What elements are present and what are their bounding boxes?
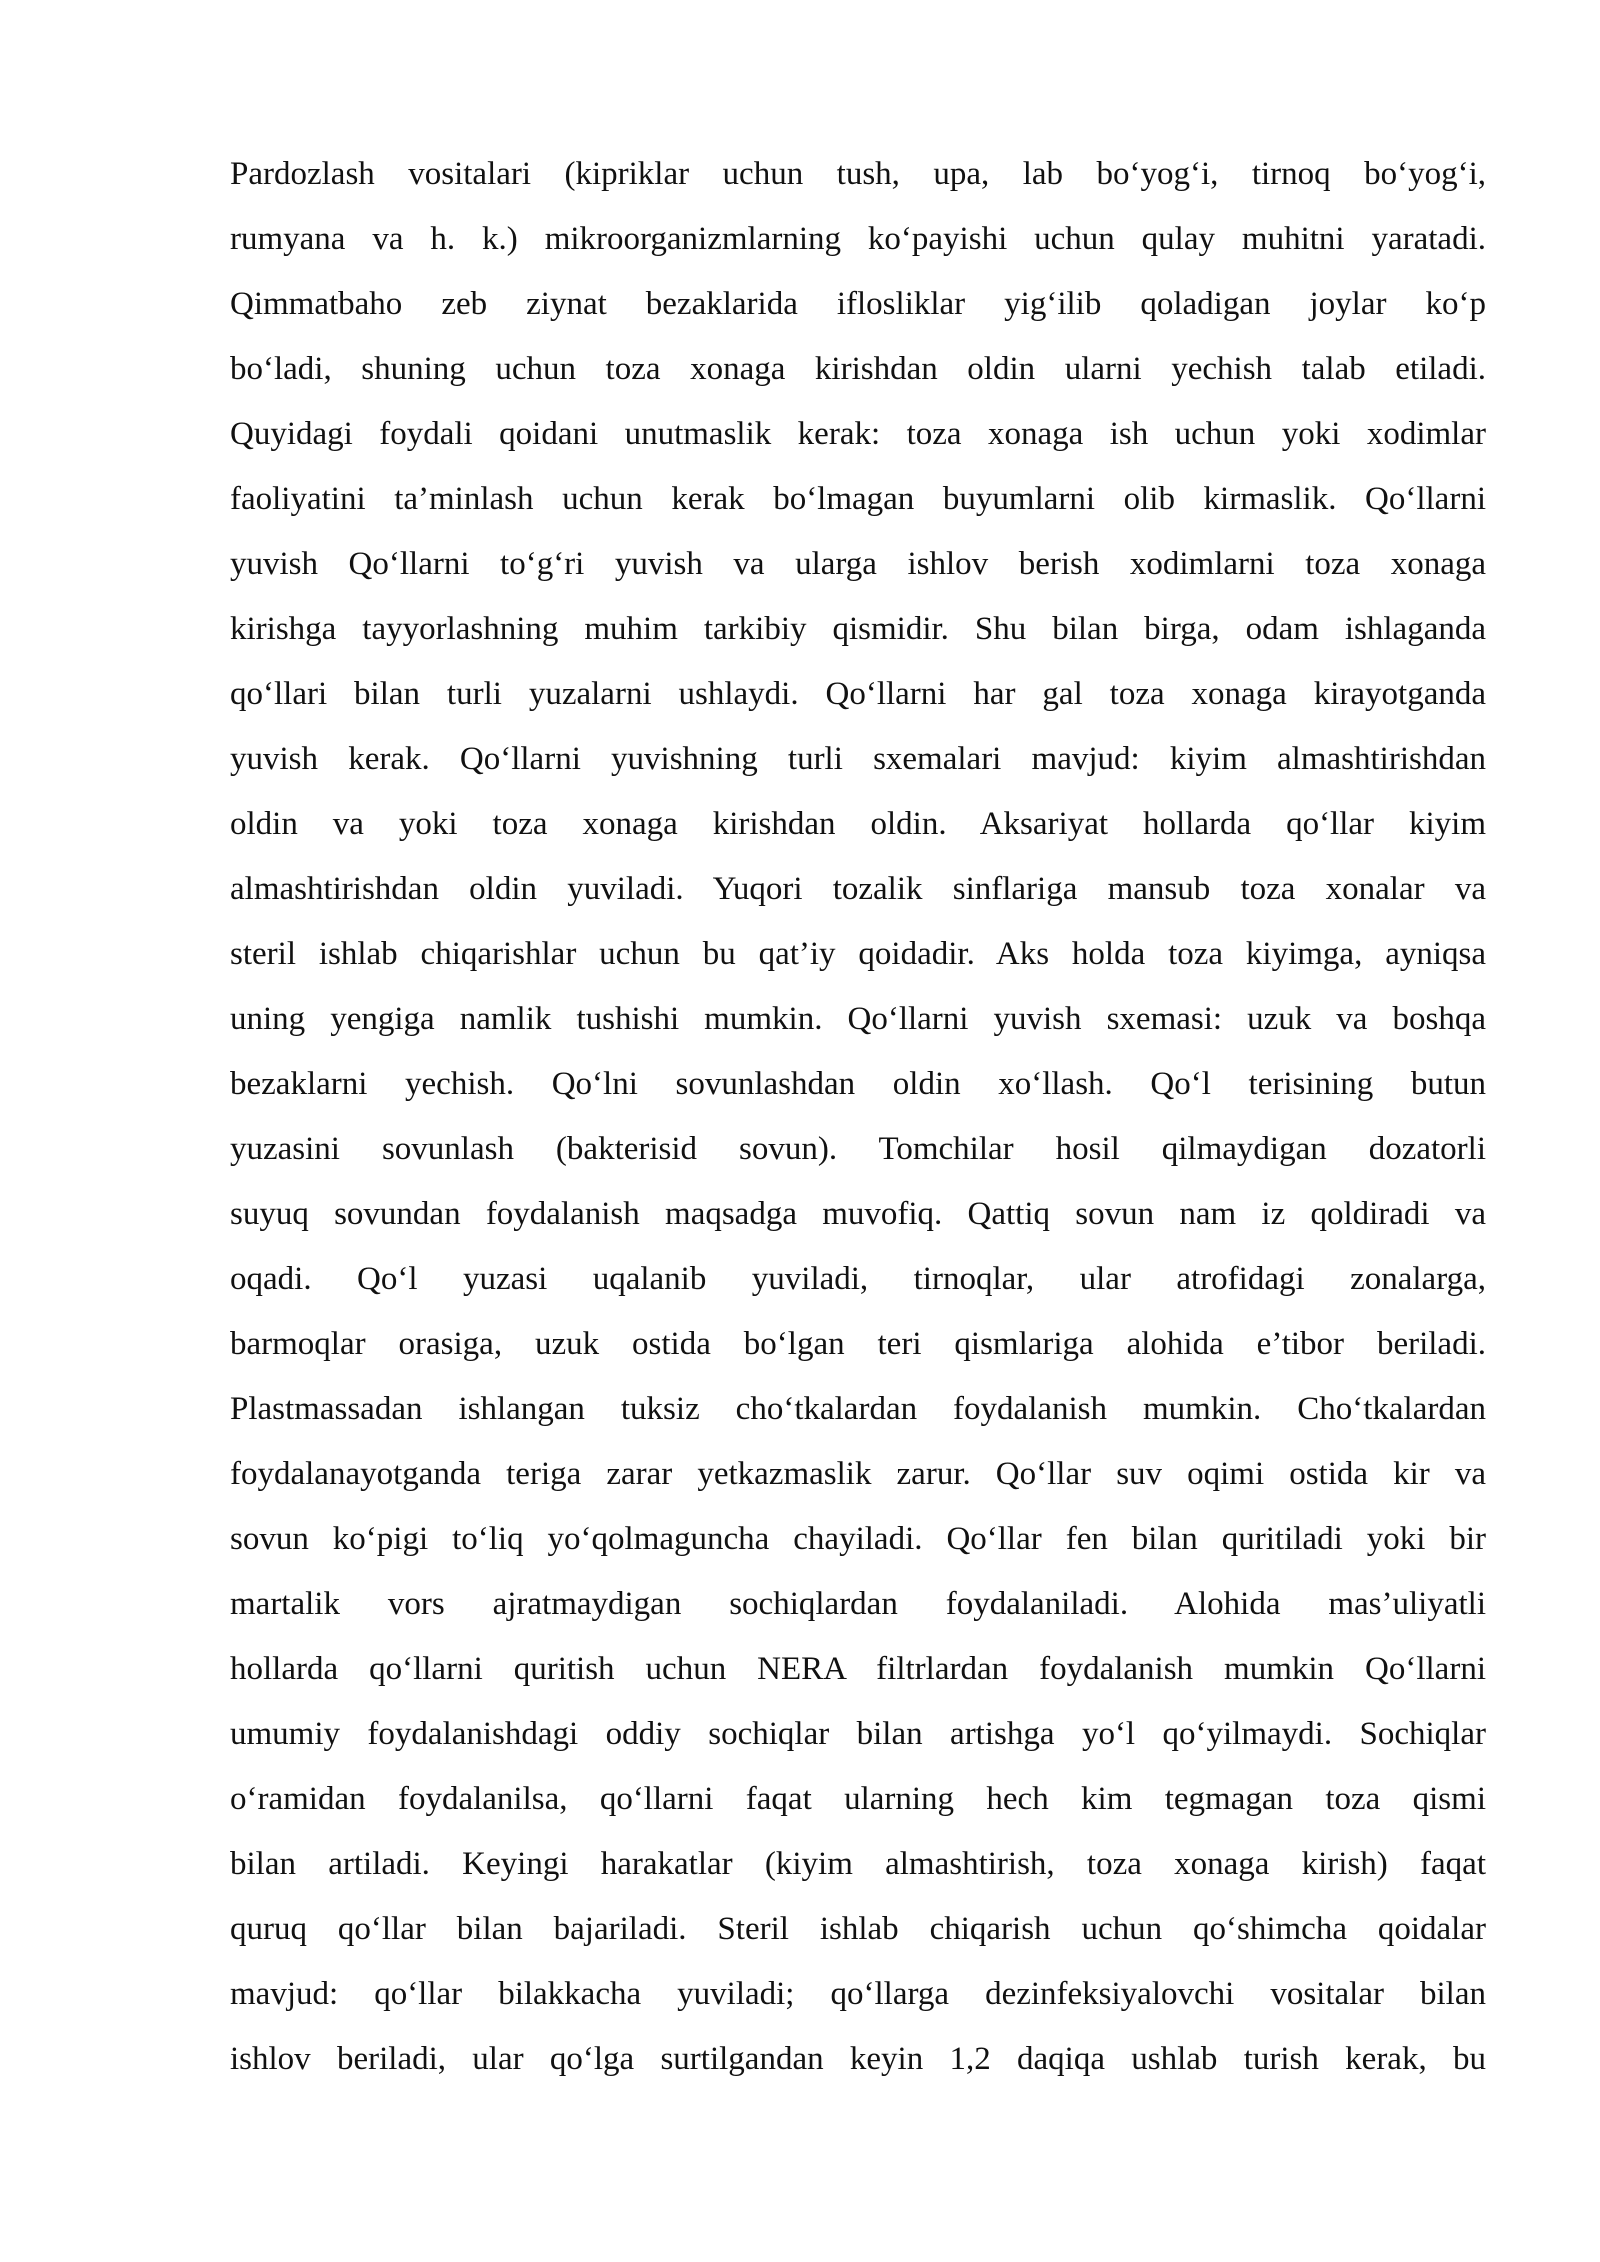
text-line: oqadi. Qo‘l yuzasi uqalanib yuviladi, tirnoqlar, ular atrofidagi zonalarga, [230,1261,1486,1297]
text-line: Pardozlash vositalari (kipriklar uchun tush, upa, lab bo‘yog‘i, tirnoq bo‘yog‘i, [230,156,1486,192]
text-line: sovun ko‘pigi to‘liq yo‘qolmaguncha chayiladi. Qo‘llar fen bilan quritiladi yoki bir [230,1521,1486,1557]
text-line: barmoqlar orasiga, uzuk ostida bo‘lgan teri qismlariga alohida e’tibor beriladi. [230,1326,1486,1362]
text-line: hollarda qo‘llarni quritish uchun NERA filtrlardan foydalanish mumkin Qo‘llarni [230,1651,1486,1687]
text-line: ishlov beriladi, ular qo‘lga surtilgandan keyin 1,2 daqiqa ushlab turish kerak, bu [230,2041,1486,2077]
text-line: oldin va yoki toza xonaga kirishdan oldin. Aksariyat hollarda qo‘llar kiyim [230,806,1486,842]
text-line: bilan artiladi. Keyingi harakatlar (kiyim almashtirish, toza xonaga kirish) faqat [230,1846,1486,1882]
text-line: almashtirishdan oldin yuviladi. Yuqori tozalik sinflariga mansub toza xonalar va [230,871,1486,907]
text-line: mavjud: qo‘llar bilakkacha yuviladi; qo‘llarga dezinfeksiyalovchi vositalar bilan [230,1976,1486,2012]
text-line: martalik vors ajratmaydigan sochiqlardan foydalaniladi. Alohida mas’uliyatli [230,1586,1486,1622]
text-line: qo‘llari bilan turli yuzalarni ushlaydi. Qo‘llarni har gal toza xonaga kirayotganda [230,676,1486,712]
text-line: bo‘ladi, shuning uchun toza xonaga kirishdan oldin ularni yechish talab etiladi. [230,351,1486,387]
text-line: Qimmatbaho zeb ziynat bezaklarida iflosliklar yig‘ilib qoladigan joylar ko‘p [230,286,1486,322]
text-line: suyuq sovundan foydalanish maqsadga muvofiq. Qattiq sovun nam iz qoldiradi va [230,1196,1486,1232]
text-line: quruq qo‘llar bilan bajariladi. Steril ishlab chiqarish uchun qo‘shimcha qoidalar [230,1911,1486,1947]
text-line: steril ishlab chiqarishlar uchun bu qat’iy qoidadir. Aks holda toza kiyimga, ayniqsa [230,936,1486,972]
body-paragraph [230,142,1486,2092]
text-line: umumiy foydalanishdagi oddiy sochiqlar bilan artishga yo‘l qo‘yilmaydi. Sochiqlar [230,1716,1486,1752]
text-line: foydalanayotganda teriga zarar yetkazmaslik zarur. Qo‘llar suv oqimi ostida kir va [230,1456,1486,1492]
text-line: yuvish Qo‘llarni to‘g‘ri yuvish va ularga ishlov berish xodimlarni toza xonaga [230,546,1486,582]
text-line: yuvish kerak. Qo‘llarni yuvishning turli sxemalari mavjud: kiyim almashtirishdan [230,741,1486,777]
text-line: Quyidagi foydali qoidani unutmaslik kerak: toza xonaga ish uchun yoki xodimlar [230,416,1486,452]
text-line: yuzasini sovunlash (bakterisid sovun). Tomchilar hosil qilmaydigan dozatorli [230,1131,1486,1167]
text-line: faoliyatini ta’minlash uchun kerak bo‘lmagan buyumlarni olib kirmaslik. Qo‘llarni [230,481,1486,517]
text-line: kirishga tayyorlashning muhim tarkibiy qismidir. Shu bilan birga, odam ishlaganda [230,611,1486,647]
text-line: o‘ramidan foydalanilsa, qo‘llarni faqat ularning hech kim tegmagan toza qismi [230,1781,1486,1817]
text-line: bezaklarni yechish. Qo‘lni sovunlashdan oldin xo‘llash. Qo‘l terisining butun [230,1066,1486,1102]
text-line: Plastmassadan ishlangan tuksiz cho‘tkalardan foydalanish mumkin. Cho‘tkalardan [230,1391,1486,1427]
text-line: uning yengiga namlik tushishi mumkin. Qo‘llarni yuvish sxemasi: uzuk va boshqa [230,1001,1486,1037]
text-line: rumyana va h. k.) mikroorganizmlarning ko‘payishi uchun qulay muhitni yaratadi. [230,221,1486,257]
